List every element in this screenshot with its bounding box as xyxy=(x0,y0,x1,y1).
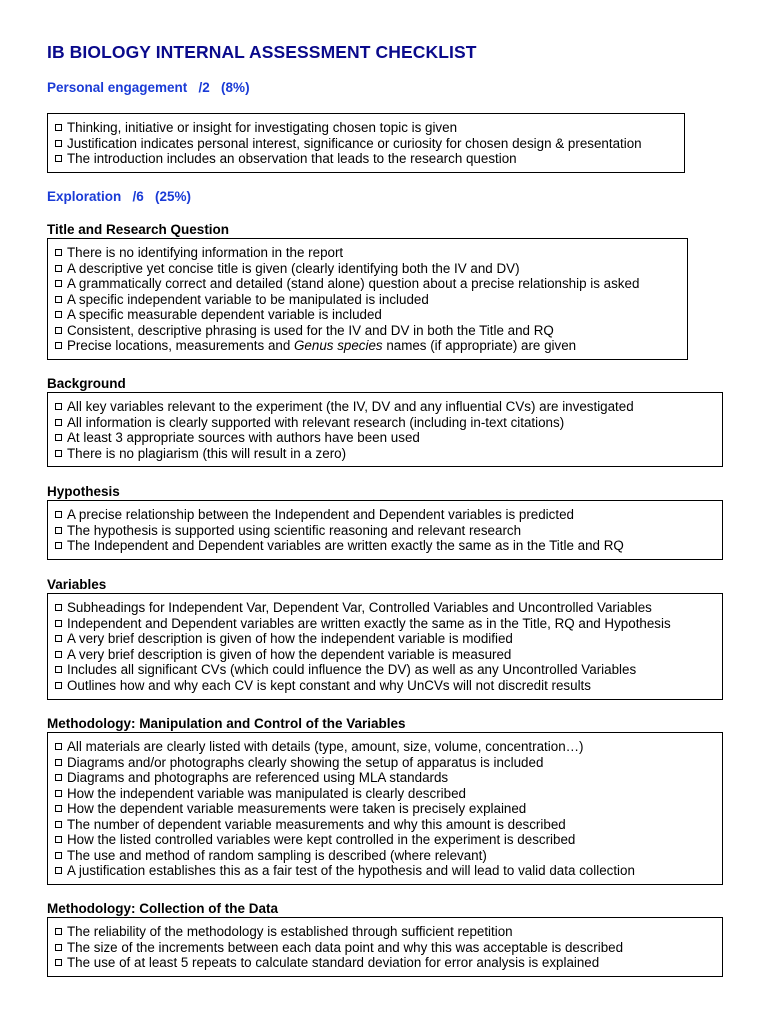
checklist-item: At least 3 appropriate sources with authors have been used xyxy=(55,430,722,446)
checklist-item: All information is clearly supported with relevant research (including in-text citations) xyxy=(55,415,722,431)
checkbox[interactable] xyxy=(55,821,62,828)
methodology-data-box xyxy=(47,917,723,977)
checkbox[interactable] xyxy=(55,666,62,673)
checkbox[interactable] xyxy=(55,836,62,843)
checkbox[interactable] xyxy=(55,327,62,334)
checklist-item: There is no identifying information in the report xyxy=(55,245,687,261)
checklist-item: A precise relationship between the Independent and Dependent variables is predicted xyxy=(55,507,722,523)
checkbox[interactable] xyxy=(55,527,62,534)
checklist-item: A specific independent variable to be manipulated is included xyxy=(55,292,687,308)
checkbox[interactable] xyxy=(55,249,62,256)
checklist-item: Subheadings for Independent Var, Dependent Var, Controlled Variables and Uncontrolled Variables xyxy=(55,600,722,616)
checklist-item: How the independent variable was manipulated is clearly described xyxy=(55,786,722,802)
checklist-item: Thinking, initiative or insight for investigating chosen topic is given xyxy=(55,120,684,136)
checkbox[interactable] xyxy=(55,403,62,410)
checklist-item: The Independent and Dependent variables are written exactly the same as in the Title and RQ xyxy=(55,538,722,554)
hypothesis-box xyxy=(47,500,723,560)
checklist-item: Precise locations, measurements and Genus species names (if appropriate) are given xyxy=(55,338,687,354)
checklist-item: Justification indicates personal interest, significance or curiosity for chosen design & presentation xyxy=(55,136,684,152)
checklist-item: All materials are clearly listed with details (type, amount, size, volume, concentration…) xyxy=(55,739,722,755)
checkbox[interactable] xyxy=(55,928,62,935)
checklist-item: The use of at least 5 repeats to calculate standard deviation for error analysis is explained xyxy=(55,955,722,971)
checklist-item: The hypothesis is supported using scientific reasoning and relevant research xyxy=(55,523,722,539)
checklist-item: All key variables relevant to the experiment (the IV, DV and any influential CVs) are investigated xyxy=(55,399,722,415)
checklist-item: Independent and Dependent variables are written exactly the same as in the Title, RQ and Hypothesis xyxy=(55,616,722,632)
exploration-heading: Exploration /6 (25%) xyxy=(47,189,192,204)
checkbox[interactable] xyxy=(55,450,62,457)
page-title: IB BIOLOGY INTERNAL ASSESSMENT CHECKLIST xyxy=(47,42,477,62)
checklist-item: How the dependent variable measurements were taken is precisely explained xyxy=(55,801,722,817)
checklist-item: A very brief description is given of how the dependent variable is measured xyxy=(55,647,722,663)
checkbox[interactable] xyxy=(55,774,62,781)
checkbox[interactable] xyxy=(55,604,62,611)
checkbox[interactable] xyxy=(55,759,62,766)
checkbox[interactable] xyxy=(55,743,62,750)
checkbox[interactable] xyxy=(55,419,62,426)
background-box xyxy=(47,392,723,467)
checklist-item: A descriptive yet concise title is given (clearly identifying both the IV and DV) xyxy=(55,261,687,277)
genus-species-text: Genus species xyxy=(294,338,383,353)
checklist-item: The size of the increments between each data point and why this was acceptable is described xyxy=(55,940,722,956)
checklist-item: There is no plagiarism (this will result in a zero) xyxy=(55,446,722,462)
checklist-item: A very brief description is given of how the independent variable is modified xyxy=(55,631,722,647)
checkbox[interactable] xyxy=(55,434,62,441)
methodology-control-box xyxy=(47,732,723,885)
personal-engagement-box xyxy=(47,113,685,173)
checkbox[interactable] xyxy=(55,651,62,658)
checklist-item: Diagrams and photographs are referenced using MLA standards xyxy=(55,770,722,786)
checkbox[interactable] xyxy=(55,944,62,951)
checkbox[interactable] xyxy=(55,867,62,874)
checkbox[interactable] xyxy=(55,635,62,642)
checkbox[interactable] xyxy=(55,511,62,518)
checkbox[interactable] xyxy=(55,140,62,147)
methodology-data-heading: Methodology: Collection of the Data xyxy=(47,901,278,916)
checkbox[interactable] xyxy=(55,124,62,131)
background-heading: Background xyxy=(47,376,126,391)
checkbox[interactable] xyxy=(55,542,62,549)
personal-engagement-heading: Personal engagement /2 (8%) xyxy=(47,80,250,95)
methodology-control-heading: Methodology: Manipulation and Control of the Variables xyxy=(47,716,406,731)
checklist-item: Diagrams and/or photographs clearly showing the setup of apparatus is included xyxy=(55,755,722,771)
checklist-item: A specific measurable dependent variable is included xyxy=(55,307,687,323)
checkbox[interactable] xyxy=(55,790,62,797)
variables-heading: Variables xyxy=(47,577,107,592)
checkbox[interactable] xyxy=(55,682,62,689)
checklist-item: The introduction includes an observation that leads to the research question xyxy=(55,151,684,167)
checkbox[interactable] xyxy=(55,265,62,272)
checklist-item: A grammatically correct and detailed (stand alone) question about a precise relationship is asked xyxy=(55,276,687,292)
title-rq-box xyxy=(47,238,688,360)
checkbox[interactable] xyxy=(55,852,62,859)
checkbox[interactable] xyxy=(55,280,62,287)
checklist-item: The use and method of random sampling is described (where relevant) xyxy=(55,848,722,864)
checklist-item: The number of dependent variable measurements and why this amount is described xyxy=(55,817,722,833)
checklist-item: The reliability of the methodology is established through sufficient repetition xyxy=(55,924,722,940)
checkbox[interactable] xyxy=(55,296,62,303)
checklist-item: How the listed controlled variables were kept controlled in the experiment is described xyxy=(55,832,722,848)
checklist-item: Consistent, descriptive phrasing is used for the IV and DV in both the Title and RQ xyxy=(55,323,687,339)
title-rq-heading: Title and Research Question xyxy=(47,222,230,237)
hypothesis-heading: Hypothesis xyxy=(47,484,120,499)
checklist-item: A justification establishes this as a fair test of the hypothesis and will lead to valid data collection xyxy=(55,863,722,879)
checklist-item: Outlines how and why each CV is kept constant and why UnCVs will not discredit results xyxy=(55,678,722,694)
checkbox[interactable] xyxy=(55,959,62,966)
checkbox[interactable] xyxy=(55,620,62,627)
checkbox[interactable] xyxy=(55,155,62,162)
variables-box xyxy=(47,593,723,700)
checkbox[interactable] xyxy=(55,311,62,318)
checkbox[interactable] xyxy=(55,342,62,349)
checkbox[interactable] xyxy=(55,805,62,812)
checklist-item: Includes all significant CVs (which could influence the DV) as well as any Uncontrolled Variables xyxy=(55,662,722,678)
